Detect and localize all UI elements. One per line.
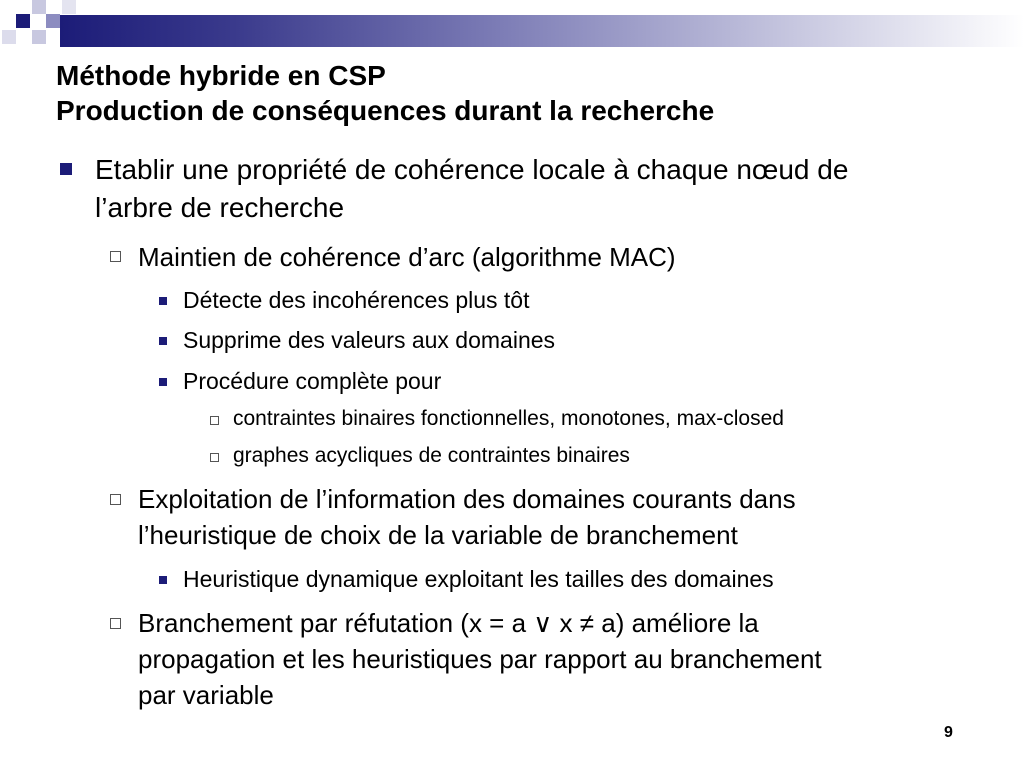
square-bullet-icon bbox=[159, 576, 167, 584]
page-number: 9 bbox=[944, 724, 953, 741]
bullet-item-level3: Heuristique dynamique exploitant les tailles des domaines bbox=[183, 566, 774, 592]
bullet-item-level2: Maintien de cohérence d’arc (algorithme MAC) bbox=[138, 242, 676, 272]
title-line-2: Production de conséquences durant la recherche bbox=[56, 95, 715, 126]
open-square-bullet-icon bbox=[110, 618, 121, 629]
bullet-item-level2: Exploitation de l’information des domaines courants dans l’heuristique de choix de la variable de branchement bbox=[138, 484, 796, 550]
bullet-item-level4: contraintes binaires fonctionnelles, monotones, max-closed bbox=[233, 407, 784, 430]
open-square-bullet-icon bbox=[210, 453, 219, 462]
bullet-item-level2: Branchement par réfutation (x = a ∨ x ≠ a) améliore la propagation et les heuristiques par rapport au branchement par variable bbox=[138, 608, 822, 710]
square-bullet-icon bbox=[159, 378, 167, 386]
square-bullet-icon bbox=[159, 297, 167, 305]
bullet-item-level3: Supprime des valeurs aux domaines bbox=[183, 327, 556, 353]
title-line-1: Méthode hybride en CSP bbox=[56, 60, 386, 91]
open-square-bullet-icon bbox=[110, 494, 121, 505]
square-bullet-icon bbox=[60, 163, 72, 175]
open-square-bullet-icon bbox=[210, 416, 219, 425]
bullet-item-level4: graphes acycliques de contraintes binaires bbox=[233, 444, 630, 467]
open-square-bullet-icon bbox=[110, 251, 121, 262]
bullet-item-level3: Détecte des incohérences plus tôt bbox=[183, 287, 530, 313]
bullet-item-level3: Procédure complète pour bbox=[183, 368, 442, 394]
square-bullet-icon bbox=[159, 337, 167, 345]
bullet-item-level1: Etablir une propriété de cohérence locale à chaque nœud de l’arbre de recherche bbox=[95, 154, 849, 223]
